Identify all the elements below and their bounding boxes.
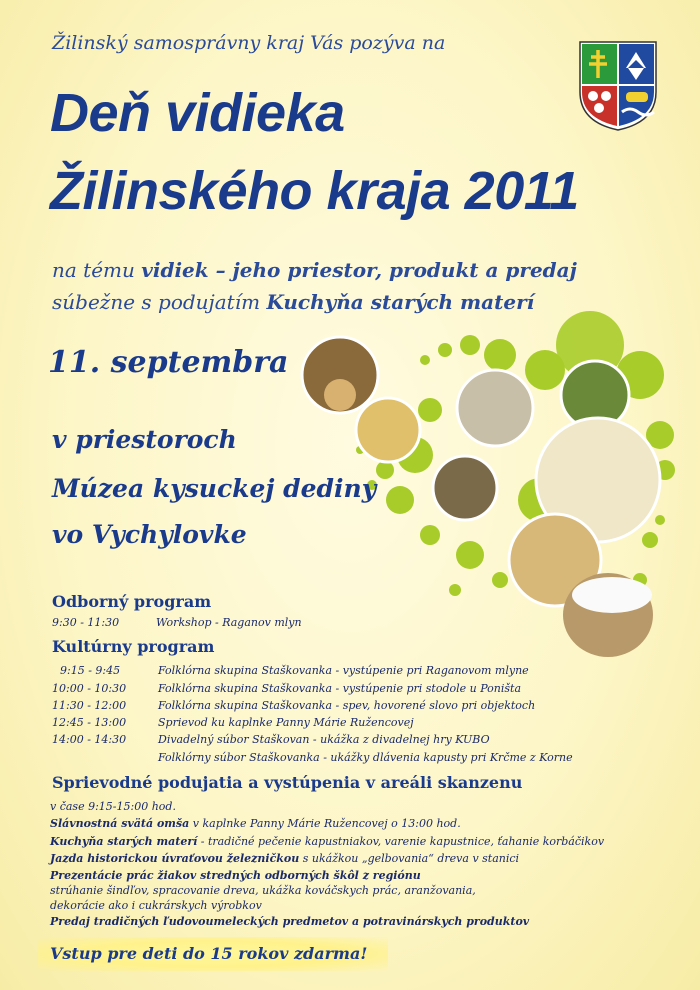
banner-text: Vstup pre deti do 15 rokov zdarma! [50, 944, 368, 963]
schedule-desc: Folklórna skupina Staškovanka - vystúpenie pri stodole u Poništa [158, 682, 522, 695]
accompanying-line [50, 817, 461, 830]
schedule-desc: Workshop - Raganov mlyn [156, 616, 302, 629]
schedule-desc: Sprievod ku kaplnke Panny Márie Ružencovej [158, 716, 414, 729]
schedule-time: 11:30 - 12:00 [52, 699, 127, 712]
coat-of-arms-icon [578, 40, 658, 132]
parallel-prefix: súbežne s podujatím [52, 290, 267, 314]
accompanying-line [50, 869, 421, 882]
schedule-time: 9:30 - 11:30 [52, 616, 120, 629]
free-entry-banner [38, 937, 388, 971]
parallel-event-line [52, 290, 534, 314]
venue-line-3: vo Vychylovke [52, 520, 247, 549]
theme-bold: vidiek – jeho priestor, produkt a predaj [141, 258, 577, 282]
schedule-time: 9:15 - 9:45 [60, 664, 121, 677]
theme-prefix: na tému [52, 258, 142, 282]
schedule-row [60, 664, 620, 678]
title-line-1: Deň vidieka [50, 83, 345, 143]
schedule-row [52, 699, 622, 713]
line-rest: s ukážkou „gelbovania“ dreva v stanici [299, 852, 520, 865]
schedule-row [52, 751, 622, 765]
schedule-desc: Folklórna skupina Staškovanka - vystúpenie pri Raganovom mlyne [158, 664, 529, 677]
schedule-row [52, 716, 622, 730]
line-rest: v kaplnke Panny Márie Ružencovej o 13:00 hod. [189, 817, 461, 830]
line-bold: Prezentácie prác žiakov stredných odborných škôl z regiónu [50, 869, 421, 882]
schedule-desc: Folklórna skupina Staškovanka - spev, hovorené slovo pri objektoch [158, 699, 536, 712]
venue-line-2: Múzea kysuckej dediny [52, 474, 377, 503]
schedule-time: 12:45 - 13:00 [52, 716, 127, 729]
line-bold: Jazda historickou úvraťovou železničkou [50, 852, 300, 865]
schedule-time: 14:00 - 14:30 [52, 733, 127, 746]
schedule-row [52, 616, 452, 630]
accompanying-line: strúhanie šindľov, spracovanie dreva, ukážka kováčskych prác, aranžovania, [50, 884, 476, 897]
cultural-heading: Kultúrny program [52, 637, 215, 656]
accompanying-line: dekorácie ako i cukrárskych výrobkov [50, 899, 262, 912]
parallel-bold: Kuchyňa starých materí [266, 290, 535, 314]
schedule-row [52, 733, 622, 747]
accompanying-line [50, 915, 529, 928]
line-bold: Predaj tradičných ľudovoumeleckých predmetov a potravinárskych produktov [50, 915, 530, 928]
line-bold: Slávnostná svätá omša [50, 817, 190, 830]
intro-text: Žilinský samosprávny kraj Vás pozýva na [52, 32, 446, 54]
line-rest: - tradičné pečenie kapustniakov, varenie kapustnice, ťahanie korbáčikov [197, 835, 605, 848]
schedule-time: 10:00 - 10:30 [52, 682, 127, 695]
accompanying-line [50, 852, 519, 865]
accompanying-line [50, 835, 604, 848]
title-line-2: Žilinského kraja 2011 [50, 161, 579, 221]
accompanying-time: v čase 9:15-15:00 hod. [50, 800, 176, 813]
accompanying-heading: Sprievodné podujatia a vystúpenia v areáli skanzenu [52, 773, 523, 792]
professional-heading: Odborný program [52, 592, 212, 611]
theme-line [52, 258, 577, 282]
schedule-row [52, 682, 622, 696]
venue-line-1: v priestoroch [52, 425, 237, 454]
event-date: 11. septembra [48, 345, 289, 380]
line-bold: Kuchyňa starých materí [50, 835, 198, 848]
schedule-desc: Divadelný súbor Staškovan - ukážka z divadelnej hry KUBO [158, 733, 490, 746]
schedule-desc: Folklórny súbor Staškovanka - ukážky dlávenia kapusty pri Krčme z Korne [158, 751, 573, 764]
